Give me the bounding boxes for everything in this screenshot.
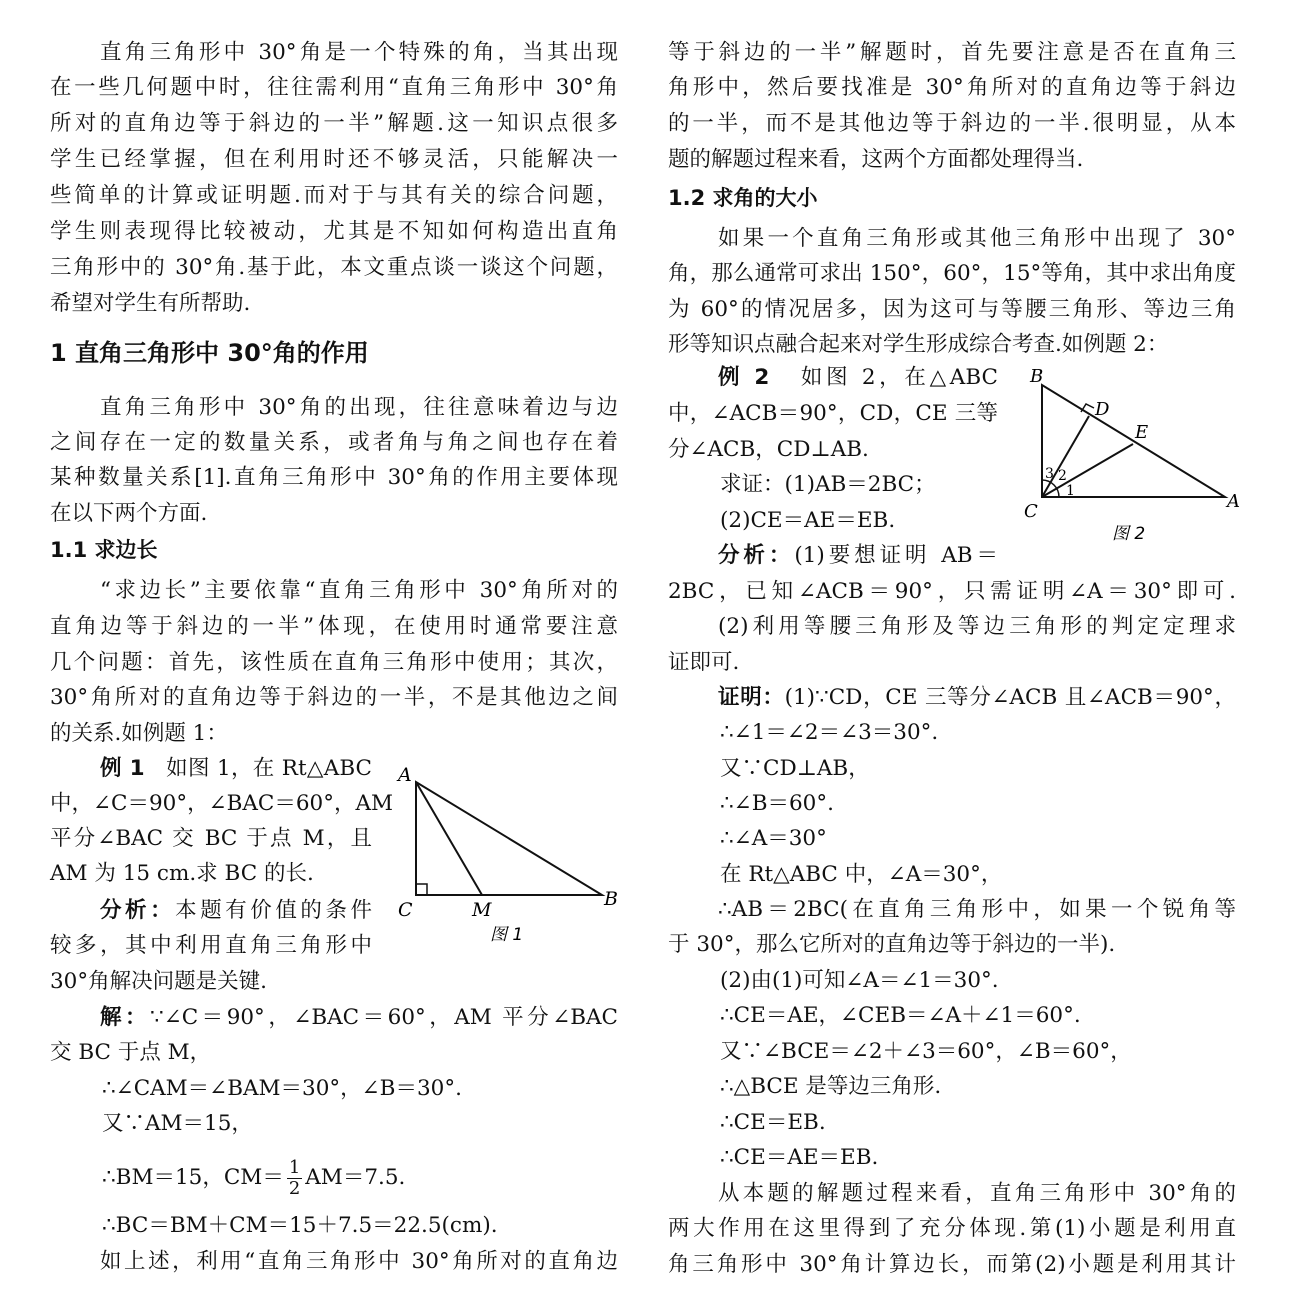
proof-line: 证明：(1)∵CD，CE 三等分∠ACB 且∠ACB＝90°， (718, 685, 1236, 710)
example-label: 例 2 (718, 365, 770, 390)
proof-step: ∴CE＝AE，∠CEB＝∠A＋∠1＝60°. (720, 1003, 1081, 1028)
section-para-line: 直角三角形中 30°角的出现，往往意味着边与边 (100, 395, 618, 420)
intro-line: 三角形中的 30°角.基于此，本文重点谈一谈这个问题， (50, 255, 618, 280)
label-c: C (1024, 501, 1038, 522)
solution-step: ∴BC＝BM＋CM＝15＋7.5＝22.5(cm). (102, 1213, 498, 1238)
cont-para-line: 的一半，而不是其他边等于斜边的一半.很明显，从本 (668, 111, 1236, 136)
angle-label-2: 2 (1058, 468, 1067, 484)
analysis-line: 分析：本题有价值的条件 (100, 898, 372, 923)
subsection-para-line: 形等知识点融合起来对学生形成综合考查.如例题 2： (668, 332, 1169, 357)
proof-step: ∴AB＝2BC(在直角三角形中，如果一个锐角等 (718, 897, 1236, 922)
fraction-one-half: $\frac{1}{2}$ (288, 1156, 301, 1199)
figure-2-caption: 图 2 (1112, 524, 1146, 544)
proof-step: 又∵CD⊥AB， (720, 756, 870, 781)
analysis-line: 分析：(1)要想证明 AB＝ (718, 543, 998, 568)
example-line: 例 2 如图 2，在△ABC (718, 365, 998, 390)
subsection-para-line: 为 60°的情况居多，因为这可与等腰三角形、等边三角 (668, 297, 1236, 322)
triangle-abc (416, 782, 602, 895)
closing-line: 两大作用在这里得到了充分体现.第(1)小题是利用直 (668, 1216, 1236, 1241)
angle-label-3: 3 (1045, 466, 1054, 482)
subsection-para-line: “求边长”主要依靠“直角三角形中 30°角所对的 (100, 578, 618, 603)
cont-para-line: 题的解题过程来看，这两个方面都处理得当. (668, 147, 1084, 172)
proof-step: 于 30°，那么它所对的直角边等于斜边的一半). (668, 932, 1116, 957)
example-line: 中，∠ACB＝90°，CD，CE 三等 (668, 401, 998, 426)
figure-2-diagram (1018, 368, 1248, 548)
example-label: 例 1 (100, 756, 145, 781)
proof-step: ∴△BCE 是等边三角形. (720, 1074, 942, 1099)
solution-step: 又∵AM＝15， (102, 1111, 253, 1136)
analysis-line: 较多，其中利用直角三角形中 (50, 933, 372, 958)
intro-line: 学生已经掌握，但在利用时还不够灵活，只能解决一 (50, 147, 618, 172)
section-para-line: 在以下两个方面. (50, 501, 208, 526)
cont-para-line: 角形中，然后要找准是 30°角所对的直角边等于斜边 (668, 75, 1236, 100)
example-line: AM 为 15 cm.求 BC 的长. (50, 861, 314, 886)
subsection-heading: 1.2 求角的大小 (668, 186, 818, 210)
label-e: E (1135, 422, 1149, 443)
label-m: M (472, 899, 492, 921)
intro-line: 在一些几何题中时，往往需利用“直角三角形中 30°角 (50, 75, 618, 100)
label-b: B (1030, 368, 1044, 387)
subsection-para-line: 如果一个直角三角形或其他三角形中出现了 30° (718, 226, 1236, 251)
fraction-step: ∴BM＝15，CM＝ $\frac{1}{2}$ AM＝7.5. (102, 1156, 406, 1199)
proof-step: ∴∠A＝30° (720, 826, 827, 851)
subsection-para-line: 30°角所对的直角边等于斜边的一半，不是其他边之间 (50, 685, 618, 710)
example-line: 例 1 如图 1，在 Rt△ABC (100, 756, 372, 781)
analysis-line: 证即可. (668, 650, 740, 675)
example-line: 中，∠C＝90°，∠BAC＝60°，AM (50, 791, 394, 816)
subsection-para-line: 直角边等于斜边的一半”体现，在使用时通常要注意 (50, 614, 618, 639)
analysis-line: 30°角解决问题是关键. (50, 969, 267, 994)
segment-ce (1042, 444, 1133, 497)
intro-line: 直角三角形中 30°角是一个特殊的角，当其出现 (100, 40, 618, 65)
subsection-heading: 1.1 求边长 (50, 538, 158, 562)
proof-step: (2)由(1)可知∠A＝∠1＝30°. (720, 968, 999, 993)
proof-step: ∴CE＝EB. (720, 1110, 826, 1135)
proof-label: 证明： (718, 685, 785, 710)
intro-line: 希望对学生有所帮助. (50, 291, 251, 316)
angle-label-1: 1 (1066, 483, 1075, 499)
section-para-line: 某种数量关系[1].直角三角形中 30°角的作用主要体现 (50, 465, 618, 490)
closing-line: 如上述，利用“直角三角形中 30°角所对的直角边 (100, 1249, 618, 1274)
solution-step: ∴∠CAM＝∠BAM＝30°，∠B＝30°. (102, 1076, 462, 1101)
analysis-label: 分析： (100, 898, 176, 923)
solution-line: 解：∵∠C＝90°，∠BAC＝60°，AM 平分∠BAC (100, 1005, 618, 1030)
section-heading: 1 直角三角形中 30°角的作用 (50, 339, 369, 367)
proof-step: 在 Rt△ABC 中，∠A＝30°， (720, 862, 1003, 887)
subsection-para-line: 几个问题：首先，该性质在直角三角形中使用；其次， (50, 650, 618, 675)
proof-step: ∴CE＝AE＝EB. (720, 1145, 879, 1170)
section-para-line: 之间存在一定的数量关系，或者角与角之间也存在着 (50, 430, 618, 455)
proof-step: ∴∠1＝∠2＝∠3＝30°. (720, 720, 939, 745)
solution-label: 解： (100, 1005, 151, 1030)
solution-line: 交 BC 于点 M， (50, 1040, 212, 1065)
analysis-line: (2)利用等腰三角形及等边三角形的判定定理求 (718, 614, 1236, 639)
proof-step: ∴∠B＝60°. (720, 791, 834, 816)
label-c: C (398, 899, 413, 921)
intro-line: 所对的直角边等于斜边的一半”解题.这一知识点很多 (50, 111, 618, 136)
proof-step: 又∵∠BCE＝∠2＋∠3＝60°，∠B＝60°， (720, 1039, 1132, 1064)
intro-line: 些简单的计算或证明题.而对于与其有关的综合问题， (50, 183, 618, 208)
figure-1-diagram (395, 765, 625, 945)
analysis-line: 2BC，已知∠ACB＝90°，只需证明∠A＝30°即可. (668, 579, 1236, 604)
subsection-para-line: 的关系.如例题 1： (50, 721, 228, 746)
analysis-label: 分析： (718, 543, 795, 568)
example-line: 分∠ACB，CD⊥AB. (668, 437, 869, 462)
example-line: 平分∠BAC 交 BC 于点 M，且 (50, 826, 372, 851)
label-a: A (398, 765, 412, 786)
intro-line: 学生则表现得比较被动，尤其是不知如何构造出直角 (50, 219, 618, 244)
figure-1-caption: 图 1 (490, 925, 524, 945)
right-angle-mark (416, 884, 427, 895)
label-b: B (604, 888, 618, 910)
label-a: A (1227, 491, 1240, 512)
example-line: 求证：(1)AB＝2BC； (720, 472, 936, 497)
bisector-am (416, 782, 482, 895)
subsection-para-line: 角，那么通常可求出 150°，60°，15°等角，其中求出角度 (668, 261, 1236, 286)
example-line: (2)CE＝AE＝EB. (720, 508, 896, 533)
closing-line: 从本题的解题过程来看，直角三角形中 30°角的 (718, 1181, 1236, 1206)
closing-line: 角三角形中 30°角计算边长，而第(2)小题是利用其计 (668, 1252, 1236, 1277)
cont-para-line: 等于斜边的一半”解题时，首先要注意是否在直角三 (668, 40, 1236, 65)
label-d: D (1095, 399, 1110, 420)
